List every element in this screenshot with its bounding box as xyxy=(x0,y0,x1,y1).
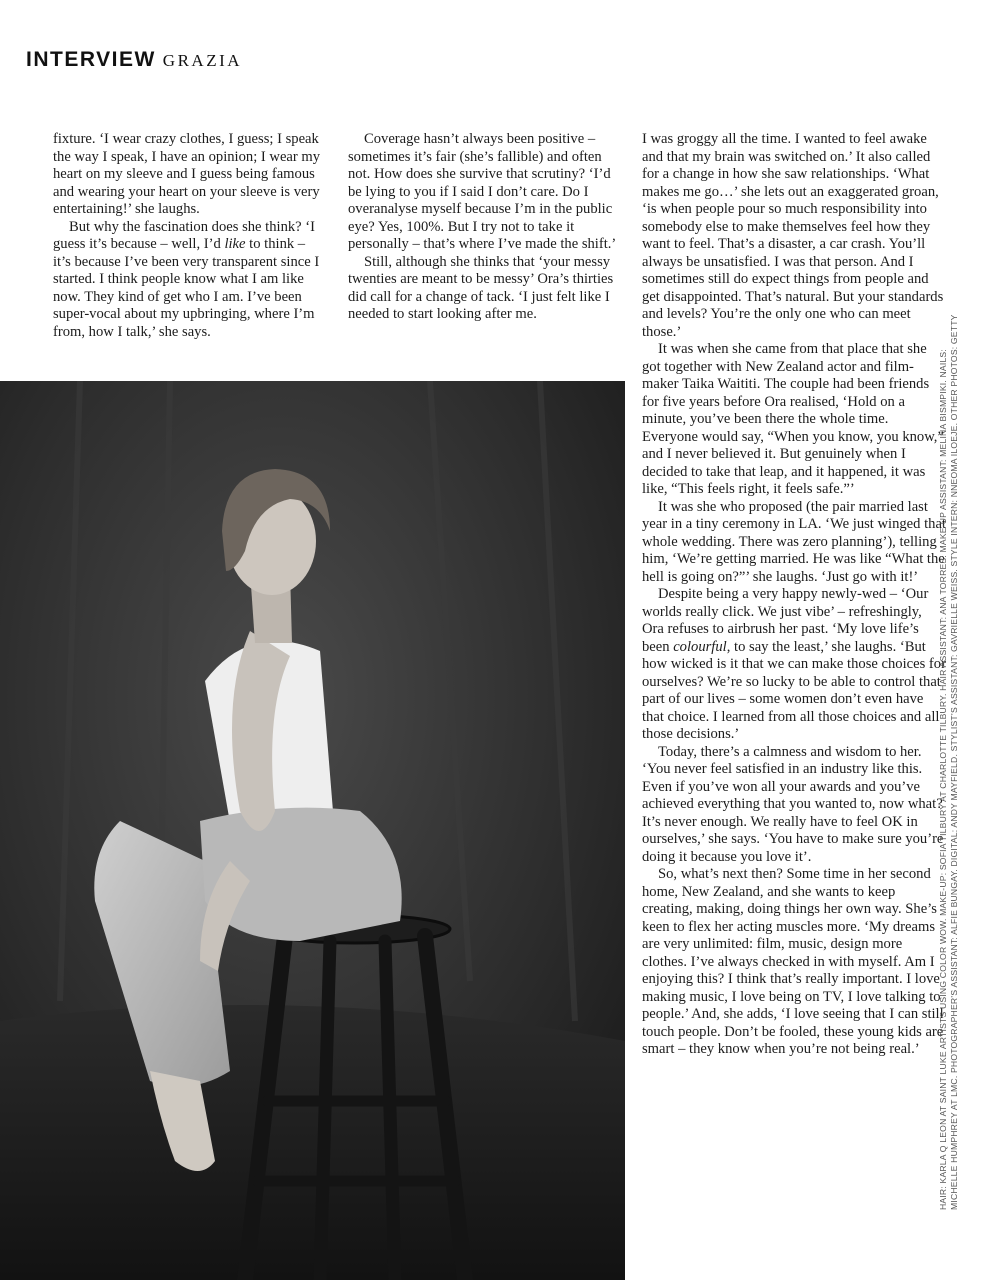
paragraph-text: to think – it’s because I’ve been very transparent since I started. I think people know what I am like now. They kind of get who I am. I’ve been super-vocal about my upbringing, where I’m from, how I talk,’ she says. xyxy=(53,236,320,340)
article-paragraph xyxy=(642,586,947,744)
article-paragraph xyxy=(53,219,325,342)
article-paragraph: So, what’s next then? Some time in her second home, New Zealand, and she wants to keep creating, making, doing things her own way. She’s keen to flex her acting muscles more. ‘My dreams are very unlimited: film, music, design more clothes. I’ve always checked in with myself. Am I enjoying this? I think that’s really important. I love making music, I love being on TV, I love talking to people.’ And, she adds, ‘I love seeing that I can still touch people. Don’t be fooled, these young kids are smart – they know when you’re not being real.’ xyxy=(642,866,944,1057)
article-column-1 xyxy=(53,131,325,341)
article-paragraph: It was she who proposed (the pair married last year in a tiny ceremony in LA. ‘We just winged that whole wedding. There was zero planning’), telling him, ‘We’re getting married. He was like “What the hell is going on?”’ she laughs. ‘Just go with it!’ xyxy=(642,498,946,585)
article-paragraph: I was groggy all the time. I wanted to feel awake and that my brain was switched on.’ It also called for a change in how she saw relationships. ‘What makes me go…’ she lets out an exaggerated groan, ‘is when people pour so much responsibility into somebody else to make themselves feel how they want to feel. That’s a disaster, a car crash. You’ll always be unsatisfied. I was that person. And I sometimes still do expect things from people and get disappointed. That’s natural. But your standards and levels? You’re the only one who can meet those.’ xyxy=(642,131,944,340)
photo-credits xyxy=(938,314,976,1210)
paragraph-text: Despite being a very happy newly-wed – ‘Our worlds really click. We just vibe’ – refreshingly, Ora refuses to airbrush her past. ‘My love life’s been xyxy=(642,586,929,655)
article-paragraph: Today, there’s a calmness and wisdom to her. ‘You never feel satisfied in an industry like this. Even if you’ve won all your awards and you’ve achieved everything that you wanted to, now what? It’s never enough. We really have to feel OK in ourselves,’ she says. ‘You have to make sure you’re doing it because you love it’. xyxy=(642,743,944,865)
article-paragraph: Coverage hasn’t always been positive – sometimes it’s fair (she’s fallible) and often not. How does she survive that scrutiny? ‘I’d be lying to you if I said I don’t care. Do I overanalyse myself because I’m in the public eye? Yes, 100%. But I try not to take it personally – that’s where I’ve made the shift.’ xyxy=(348,131,617,252)
article-column-2 xyxy=(348,131,618,324)
emphasized-word: like xyxy=(224,236,246,252)
credits-line-2: MICHELLE HUMPHREY AT LMC. PHOTOGRAPHER’S ASSISTANT: ALFIE BUNGAY. DIGITAL: ANDY MAYFIELD. STYLIST’S ASSISTANT: GAVRIELLE WEISS. STYLE INTERN: NNEOMA ILOEJE. OTHER PHOTOS: GETTY xyxy=(949,314,959,1210)
article-paragraph: Still, although she thinks that ‘your messy twenties are meant to be messy’ Ora’s thirties did call for a change of tack. ‘I just felt like I needed to start looking after me. xyxy=(348,253,614,322)
article-paragraph: fixture. ‘I wear crazy clothes, I guess; I speak the way I speak, I have an opinion; I wear my heart on my sleeve and I guess being famous and wearing your heart on your sleeve is very entertaining!’ she laughs. xyxy=(53,131,321,217)
paragraph-text: , to say the least,’ she laughs. ‘But how wicked is it that we can make those choices for ourselves? We’re so lucky to be able to control that part of our lives – some women don’t even have that choice. I learned from all those choices and all those decisions.’ xyxy=(642,638,946,742)
section-title: INTERVIEW xyxy=(26,48,156,71)
portrait-photo xyxy=(0,381,625,1280)
article-column-3 xyxy=(642,131,947,1059)
article-paragraph: It was when she came from that place that she got together with New Zealand actor and film-maker Taika Waititi. The couple had been friends for five years before Ora realised, ‘Hold on a minute, you’ve been there the whole time. Everyone would say, “When you know, you know,” and I never believed it. But genuinely when I decided to take that leap, and it happened, it was like, “This feels right, it feels safe.”’ xyxy=(642,341,944,497)
page-header xyxy=(26,48,242,78)
emphasized-word: colourful xyxy=(673,638,727,655)
magazine-brand: GRAZIA xyxy=(162,51,243,70)
paragraph-text: But why the fascination does she think? ‘I guess it’s because – well, I’d xyxy=(53,218,316,252)
credits-line-1: HAIR: KARLA Q LEON AT SAINT LUKE ARTISTS USING COLOR WOW. MAKE-UP: SOFIA TILBURY AT CHARLOTTE TILBURY. HAIR ASSISTANT: ANA TORRES. MAKE-UP ASSISTANT: MELINA BISMPIKI. NAILS: xyxy=(938,349,948,1210)
